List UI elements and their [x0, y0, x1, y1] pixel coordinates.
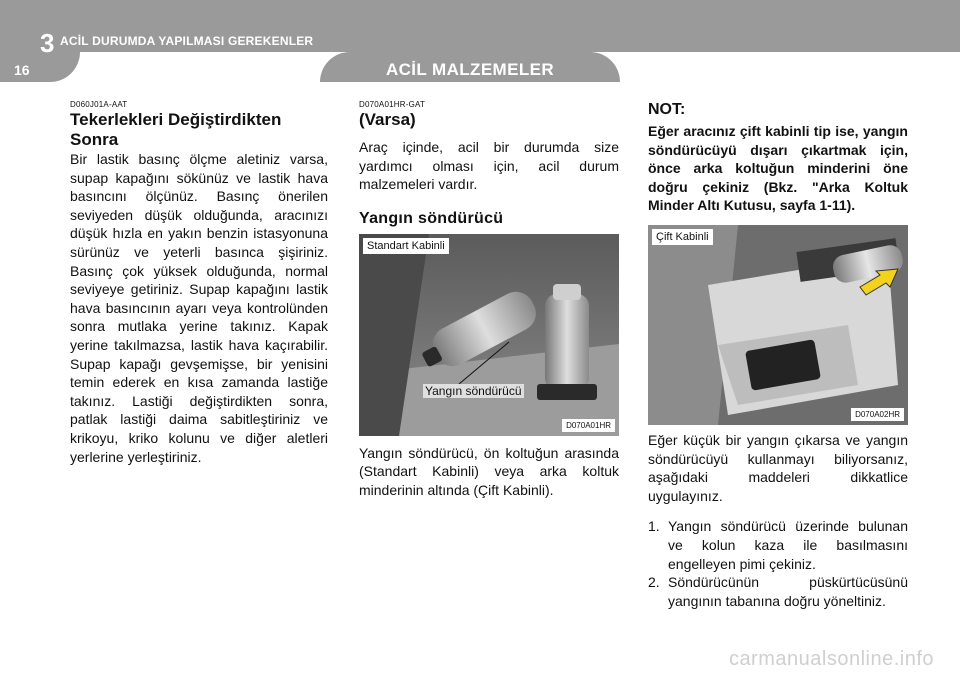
figure-code: D070A02HR	[851, 408, 904, 421]
list-item: 1. Yangın söndürücü üzerinde bulunan ve kolun kaza ile basılmasını engelleyen pimi çekiniz.	[648, 518, 908, 572]
intro-text: Araç içinde, acil bir durumda size yardımcı olması için, acil durum malzemeleri vardır.	[359, 139, 619, 193]
note-body: Eğer aracınız çift kabinli tip ise, yangın söndürücüyü dışarı çıkartmak için, önce arka koltuğun minderini öne doğru çekiniz (Bkz. "Arka Koltuk Minder Altı Kutusu, sayfa 1-11).	[648, 123, 908, 214]
column-note	[648, 100, 908, 610]
section-code: D070A01HR-GAT	[359, 100, 426, 109]
page-number: 16	[14, 62, 30, 78]
instructions-intro: Eğer küçük bir yangın çıkarsa ve yangın söndürücüyü kullanmayı biliyorsanız, aşağıdaki maddeleri dikkatlice uygulayınız.	[648, 431, 908, 504]
section-body: Bir lastik basınç ölçme aletiniz varsa, supap kapağını sökünüz ve lastik hava basıncını ölçünüz. Basınç önerilen seviyeden düşük olduğunda, aracınızı düşük hızla en yakın benzin istasyonuna sürünüz ve yeterli basınca şişiriniz. Basınç çok yüksek olduğunda, normal seviyeye getiriniz. Supap kapağını lastik hava basıncının ayarı veya kontrolünden sonra mutlaka yerine takınız. Kapak yerine takılmazsa, lastik hava kaçırabilir. Supap kapağı gevşemişse, bir yenisini temin ederek en kısa zamanda lastiğe takınız. Lastiği değiştirdikten sonra, patlak lastiği daima sabitleştiriniz ve krikoyu, kriko kolunu ve diğer aletleri yerlerine yerleştiriniz.	[70, 151, 328, 465]
figure-standard-cab	[359, 234, 619, 436]
figure-label: Çift Kabinli	[652, 229, 713, 245]
section-title: ACİL DURUMDA YAPILMASI GEREKENLER	[60, 34, 314, 48]
figure-double-cab	[648, 225, 908, 425]
double-cab-photo	[648, 225, 908, 425]
figure-code: D070A01HR	[562, 419, 615, 432]
instructions-list	[648, 517, 908, 610]
section-number: 3	[40, 28, 55, 58]
fire-extinguisher-photo	[359, 234, 619, 436]
list-item: 2. Söndürücünün püskürtücüsünü yangının tabanına doğru yöneltiniz.	[648, 574, 908, 609]
section-code: D060J01A-AAT	[70, 100, 128, 109]
watermark: carmanualsonline.info	[728, 648, 934, 670]
page-header	[0, 0, 960, 82]
section-heading: (Varsa)	[359, 110, 416, 129]
column-emergency-equipment	[359, 100, 619, 500]
page-title: ACİL MALZEMELER	[385, 60, 555, 79]
note-title: NOT:	[648, 101, 686, 118]
column-tire-change	[70, 100, 328, 466]
figure-label: Standart Kabinli	[363, 238, 449, 254]
fire-extinguisher-heading: Yangın söndürücü	[359, 209, 504, 227]
section-heading: Tekerlekleri Değiştirdikten Sonra	[70, 110, 282, 149]
figure-callout: Yangın söndürücü	[425, 383, 522, 398]
figure-caption: Yangın söndürücü, ön koltuğun arasında (Standart Kabinli) veya arka koltuk minderinin altında (Çift Kabinli).	[359, 444, 619, 498]
